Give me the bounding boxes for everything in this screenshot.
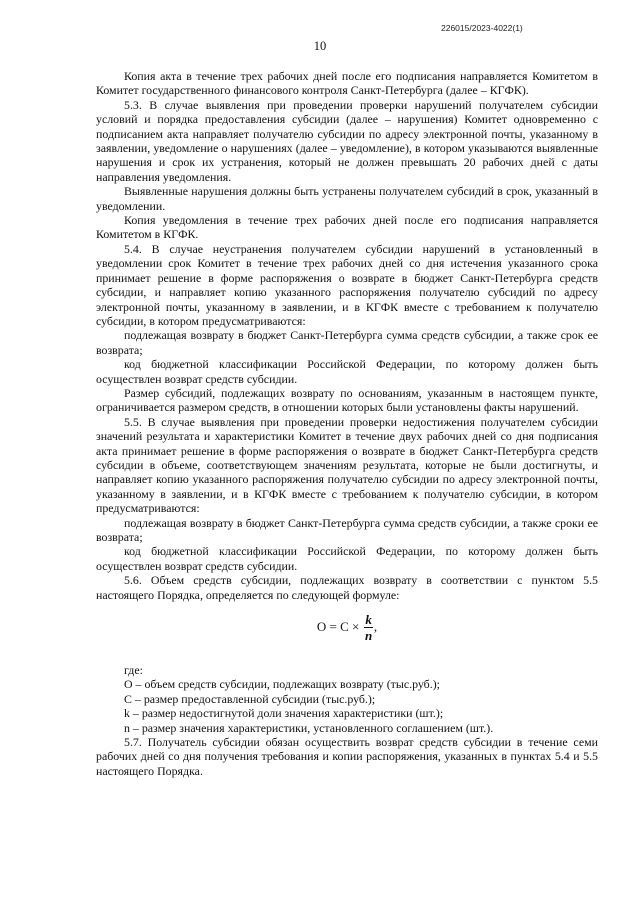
where-label: где: <box>124 663 143 678</box>
formula-denominator: n <box>364 628 373 644</box>
formula-numerator: k <box>365 612 372 628</box>
formula-comma: , <box>373 619 378 635</box>
document-body <box>96 69 598 778</box>
paragraph: Выявленные нарушения должны быть устранены получателем субсидий в срок, указанный в уведомлении. <box>96 184 598 213</box>
paragraph-5-3: 5.3. В случае выявления при проведении проверки нарушений получателем субсидии условий и порядка предоставления субсидии (далее – нарушения) Комитет одновременно с подписанием акта направляет получателю субсидии по адресу электронной почты, указанному в заявлении, уведомление о нарушениях (далее – уведомление), в котором указываются выявленные нарушения и срок их устранения, который не должен превышать 20 рабочих дней с даты направления уведомления. <box>96 97 598 184</box>
page-number: 10 <box>313 39 327 53</box>
definition-item: n – размер значения характеристики, установленного соглашением (шт.). <box>124 720 494 735</box>
paragraph: Копия акта в течение трех рабочих дней после его подписания направляется Комитетом в Комитет государственного финансового контроля Санкт-Петербурга (далее – КГФК). <box>96 69 598 98</box>
paragraph: Размер субсидий, подлежащих возврату по основаниям, указанным в настоящем пункте, ограничивается размером средств, в отношении которых были установлены факты нарушений. <box>96 385 598 415</box>
paragraph-5-5: 5.5. В случае выявления при проведении проверки недостижения получателем субсидии значений результата и характеристики Комитет в течение двух рабочих дней со дня подписания акта принимает решение в форме распоряжения о возврате в бюджет Санкт-Петербурга средств субсидии в объеме, соответствующем значениям результата, которые не были достигнуты, и направляет копию указанного распоряжения получателю субсидии по адресу электронной почты, указанному в заявлении, и в КГФК вместе с требованием к получателю субсидии, в котором предусматриваются: <box>96 414 598 516</box>
definition-item: C – размер предоставленной субсидии (тыс.руб.); <box>124 691 376 706</box>
formula <box>96 602 598 653</box>
paragraph: подлежащая возврату в бюджет Санкт-Петербурга сумма средств субсидии, а также срок ее возврата; <box>96 328 598 357</box>
paragraph-5-7: 5.7. Получатель субсидии обязан осуществить возврат средств субсидии в течение семи рабочих дней со дня получения требования и копии распоряжения, указанных в пунктах 5.4 и 5.5 настоящего Порядка. <box>96 735 598 778</box>
paragraph-5-4: 5.4. В случае неустранения получателем субсидии нарушений в установленный в уведомлении срок Комитет в течение трех рабочих дней со дня истечения указанного срока принимает решение в форме распоряжения о возврате в бюджет Санкт-Петербурга средств субсидии, и направляет копию указанного распоряжения получателю субсидий по адресу электронной почты, указанному в заявлении, и в КГФК вместе с требованием к получателю субсидии, в котором предусматриваются: <box>96 241 598 328</box>
document-id: 226015/2023-4022(1) <box>441 23 523 33</box>
paragraph: подлежащая возврату в бюджет Санкт-Петербурга сумма средств субсидии, а также сроки ее возврата; <box>96 515 598 544</box>
formula-lhs: O = C × <box>316 619 360 635</box>
paragraph: Копия уведомления в течение трех рабочих дней после его подписания направляется Комитетом в КГФК. <box>96 213 598 242</box>
paragraph-5-6: 5.6. Объем средств субсидии, подлежащих возврату в соответствии с пунктом 5.5 настоящего Порядка, определяется по следующей формуле: <box>96 573 598 602</box>
definition-item: O – объем средств субсидии, подлежащих возврату (тыс.руб.); <box>124 677 440 692</box>
paragraph: код бюджетной классификации Российской Федерации, по которому должен быть осуществлен возврат средств субсидии. <box>96 357 598 386</box>
paragraph: код бюджетной классификации Российской Федерации, по которому должен быть осуществлен возврат средств субсидии. <box>96 544 598 573</box>
formula-fraction <box>364 612 373 643</box>
definition-item: k – размер недостигнутой доли значения характеристики (шт.); <box>124 706 444 721</box>
